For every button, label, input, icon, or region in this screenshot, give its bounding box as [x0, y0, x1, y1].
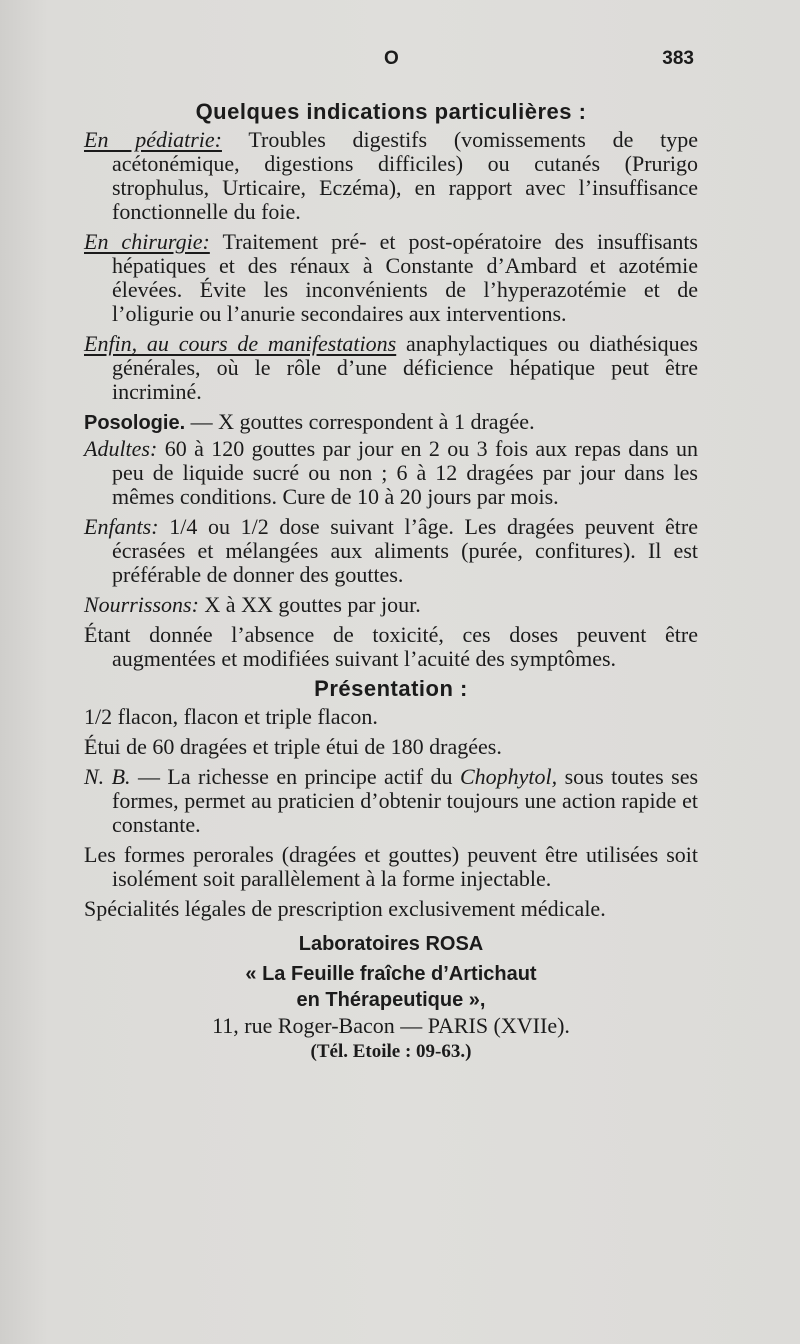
- lab-name: Laboratoires ROSA: [298, 933, 484, 955]
- enfants-text: 1/4 ou 1/2 dose suivant l’âge. Les dragées peuvent être écrasées et mélangées aux aliments (purée, confitures). Il est préférable de donner des gouttes.: [112, 514, 699, 587]
- adultes-label: Adultes:: [84, 436, 158, 461]
- section-letter: O: [384, 48, 399, 69]
- chirurgie-label: En chirurgie:: [84, 229, 210, 254]
- posologie-line: [84, 410, 698, 435]
- posologie-nourrissons: [84, 593, 698, 617]
- enfin-label: Enfin, au cours de manifestations: [84, 331, 397, 356]
- nb-label: N. B.: [84, 764, 131, 789]
- indication-pediatrie: [84, 128, 698, 224]
- nourrissons-label: Nourrissons:: [84, 592, 199, 617]
- indication-enfin: [84, 332, 698, 404]
- lab-footer: [84, 931, 698, 1065]
- adultes-text: 60 à 120 gouttes par jour en 2 ou 3 fois aux repas dans un peu de liquide sucré ou non ; 6 à 12 dragées par jour dans les mêmes conditions. Cure de 10 à 20 jours par mois.: [112, 436, 698, 509]
- nb-product: Chophytol,: [459, 764, 558, 789]
- lab-slogan-line-2: en Thérapeutique »,: [296, 989, 486, 1011]
- presentation-line-2: Étui de 60 dragées et triple étui de 180 dragées.: [84, 734, 502, 759]
- page-number: 383: [662, 48, 694, 69]
- posologie-note: Étant donnée l’absence de toxicité, ces doses peuvent être augmentées et modifiées suivant l’acuité des symptômes.: [84, 622, 698, 671]
- lab-telephone: (Tél. Etoile : 09-63.): [310, 1041, 472, 1062]
- chirurgie-text: Traitement pré- et post-opératoire des insuffisants hépatiques et des rénaux à Constante d’Ambard et azotémie élevées. Évite les inconvénients de l’hyperazotémie et de l’oligurie ou l’anurie secondaires aux interventions.: [112, 229, 698, 326]
- presentation-line-1: 1/2 flacon, flacon et triple flacon.: [84, 704, 378, 729]
- presentation-nb: [84, 765, 698, 837]
- posologie-enfants: [84, 515, 698, 587]
- lab-address: 11, rue Roger-Bacon — PARIS (XVIIe).: [212, 1013, 570, 1038]
- presentation-specialites: Spécialités légales de prescription exclusivement médicale.: [84, 896, 606, 921]
- pediatrie-label: En pédiatrie:: [84, 127, 222, 152]
- page-header: [88, 48, 694, 78]
- indications-title: Quelques indications particulières :: [195, 99, 587, 124]
- pediatrie-text: Troubles digestifs (vomissements de type acétonémique, digestions difficiles) ou cutanés (Prurigo strophulus, Urticaire, Eczéma), en rapport avec l’insuffisance fonctionnelle du foie.: [112, 127, 698, 224]
- lab-slogan-line-1: « La Feuille fraîche d’Artichaut: [245, 963, 537, 985]
- nb-text-before: — La richesse en principe actif du: [137, 764, 453, 789]
- enfin-text: anaphylactiques ou diathésiques générales, où le rôle d’une déficience hépatique peut être incriminé.: [112, 331, 698, 404]
- posologie-text: — X gouttes correspondent à 1 dragée.: [190, 409, 535, 434]
- posologie-label: Posologie.: [84, 412, 186, 434]
- page-body: [84, 100, 698, 1065]
- presentation-title: Présentation :: [314, 676, 468, 701]
- presentation-formes: Les formes perorales (dragées et gouttes) peuvent être utilisées soit isolément soit parallèlement à la forme injectable.: [84, 842, 698, 891]
- indication-chirurgie: [84, 230, 698, 326]
- enfants-label: Enfants:: [84, 514, 159, 539]
- nb-text-after: sous toutes ses formes, permet au praticien d’obtenir toujours une action rapide et constante.: [112, 764, 699, 837]
- nourrissons-text: X à XX gouttes par jour.: [204, 592, 421, 617]
- posologie-adultes: [84, 437, 698, 509]
